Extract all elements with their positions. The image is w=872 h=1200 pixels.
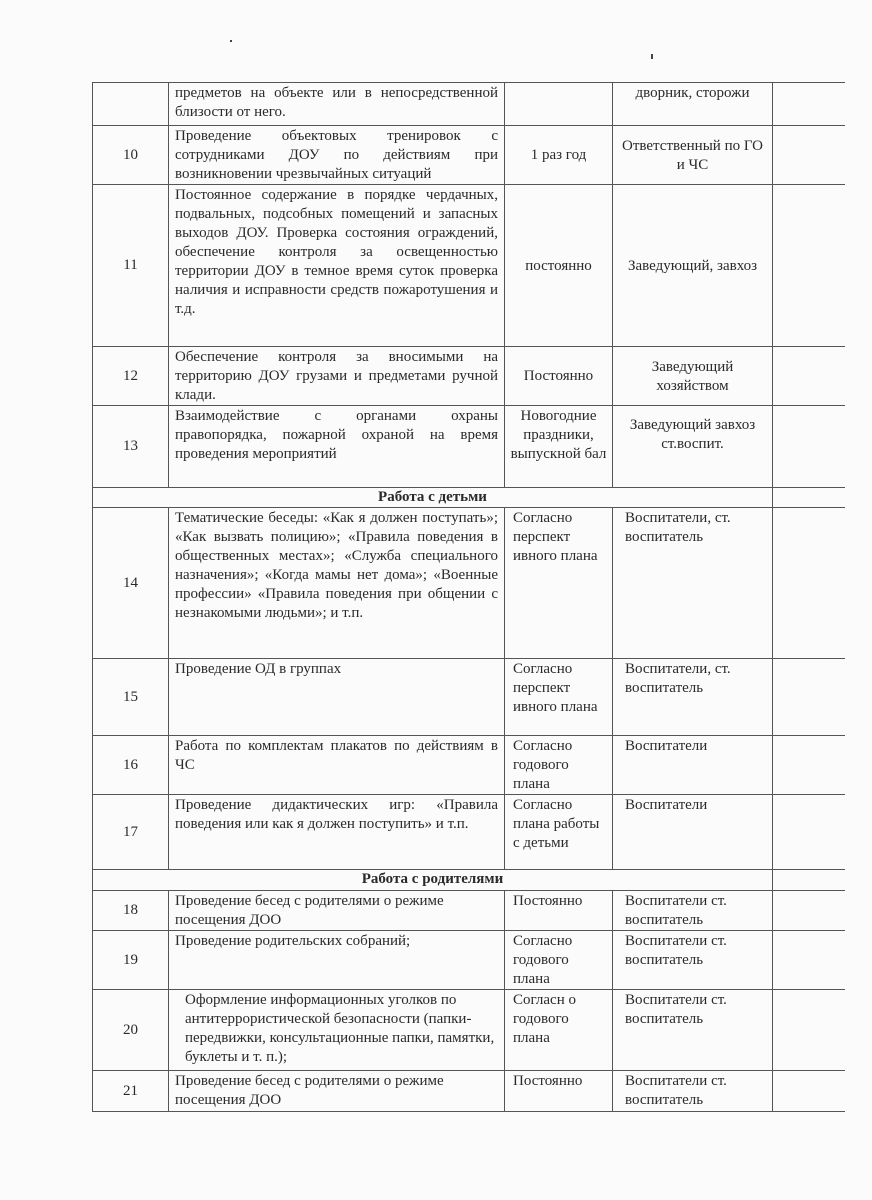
row-action: Проведение дидактических игр: «Правила поведения или как я должен поступить» и т.п. [169,795,505,870]
row-term: 1 раз год [505,126,613,185]
section-heading-children: Работа с детьми [93,488,773,508]
table-row [93,347,845,406]
row-responsible: Воспитатели ст. воспитатель [613,1071,773,1112]
row-action: Оформление информационных уголков по антитеррористической безопасности (папки-передвижки, консультационные папки, памятки, буклеты и т. п.); [169,990,505,1071]
row-responsible: Воспитатели ст. воспитатель [613,931,773,990]
row-number: 20 [93,990,169,1071]
row-term [505,83,613,126]
row-responsible: Воспитатели, ст. воспитатель [613,659,773,736]
row-responsible: Воспитатели ст. воспитатель [613,990,773,1071]
row-note [773,347,845,406]
row-term: Согласно перспект ивного плана [505,508,613,659]
row-action: Взаимодействие с органами охраны правопорядка, пожарной охраной на время проведения мероприятий [169,406,505,488]
table-row [93,406,845,488]
row-note [773,508,845,659]
row-responsible: Заведующий завхоз ст.воспит. [613,406,773,488]
row-note [773,1071,845,1112]
row-term: Постоянно [505,347,613,406]
row-note [773,185,845,347]
table-row [93,659,845,736]
row-number: 16 [93,736,169,795]
row-number: 12 [93,347,169,406]
row-term: Постоянно [505,1071,613,1112]
row-note [773,891,845,931]
row-number: 19 [93,931,169,990]
section-row [93,488,845,508]
row-responsible: дворник, сторожи [613,83,773,126]
row-term: Согласно годового плана [505,736,613,795]
scan-speck [651,54,653,59]
row-action: Проведение родительских собраний; [169,931,505,990]
row-action: Проведение бесед с родителями о режиме посещения ДОО [169,1071,505,1112]
row-term: постоянно [505,185,613,347]
row-action: Проведение ОД в группах [169,659,505,736]
table-row [93,126,845,185]
row-responsible: Воспитатели, ст. воспитатель [613,508,773,659]
row-number: 14 [93,508,169,659]
row-note [773,931,845,990]
row-number [93,83,169,126]
row-responsible: Заведующий, завхоз [613,185,773,347]
row-term: Согласно годового плана [505,931,613,990]
row-responsible: Ответственный по ГО и ЧС [613,126,773,185]
row-action: предметов на объекте или в непосредственной близости от него. [169,83,505,126]
row-term: Постоянно [505,891,613,931]
row-number: 17 [93,795,169,870]
row-number: 15 [93,659,169,736]
table-row [93,508,845,659]
row-responsible: Воспитатели [613,795,773,870]
row-number: 13 [93,406,169,488]
row-action: Работа по комплектам плакатов по действиям в ЧС [169,736,505,795]
row-number: 11 [93,185,169,347]
row-action: Проведение объектовых тренировок с сотрудниками ДОУ по действиям при возникновении чрезвычайных ситуаций [169,126,505,185]
row-note [773,659,845,736]
row-note [773,736,845,795]
table-row [93,795,845,870]
row-note [773,488,845,508]
section-heading-parents: Работа с родителями [93,870,773,891]
row-note [773,870,845,891]
row-responsible: Воспитатели ст. воспитатель [613,891,773,931]
table-row [93,736,845,795]
row-action: Тематические беседы: «Как я должен поступать»; «Как вызвать полицию»; «Правила поведения в общественных местах»; «Служба специального назначения»; «Когда мамы нет дома»; «Военные профессии» «Правила поведения при общении с незнакомыми людьми»; и т.п. [169,508,505,659]
table-row [93,891,845,931]
row-note [773,990,845,1071]
row-action: Проведение бесед с родителями о режиме посещения ДОО [169,891,505,931]
row-number: 21 [93,1071,169,1112]
table-row [93,990,845,1071]
row-responsible: Воспитатели [613,736,773,795]
row-action: Постоянное содержание в порядке чердачных, подвальных, подсобных помещений и запасных выходов ДОУ. Проверка состояния ограждений, обеспечение контроля за освещенностью территории ДОУ в темное время суток проверка наличия и исправности средств пожаротушения и т.д. [169,185,505,347]
section-row [93,870,845,891]
scan-speck [230,40,232,42]
row-action: Обеспечение контроля за вносимыми на территорию ДОУ грузами и предметами ручной клади. [169,347,505,406]
row-term: Согласно перспект ивного плана [505,659,613,736]
row-note [773,406,845,488]
row-number: 18 [93,891,169,931]
plan-table [92,82,845,1112]
table-row [93,931,845,990]
row-term: Новогодние праздники, выпускной бал [505,406,613,488]
row-term: Согласн о годового плана [505,990,613,1071]
table-row [93,1071,845,1112]
row-note [773,795,845,870]
row-note [773,83,845,126]
row-responsible: Заведующий хозяйством [613,347,773,406]
row-note [773,126,845,185]
row-term: Согласно плана работы с детьми [505,795,613,870]
row-number: 10 [93,126,169,185]
table-row [93,185,845,347]
table-row [93,83,845,126]
